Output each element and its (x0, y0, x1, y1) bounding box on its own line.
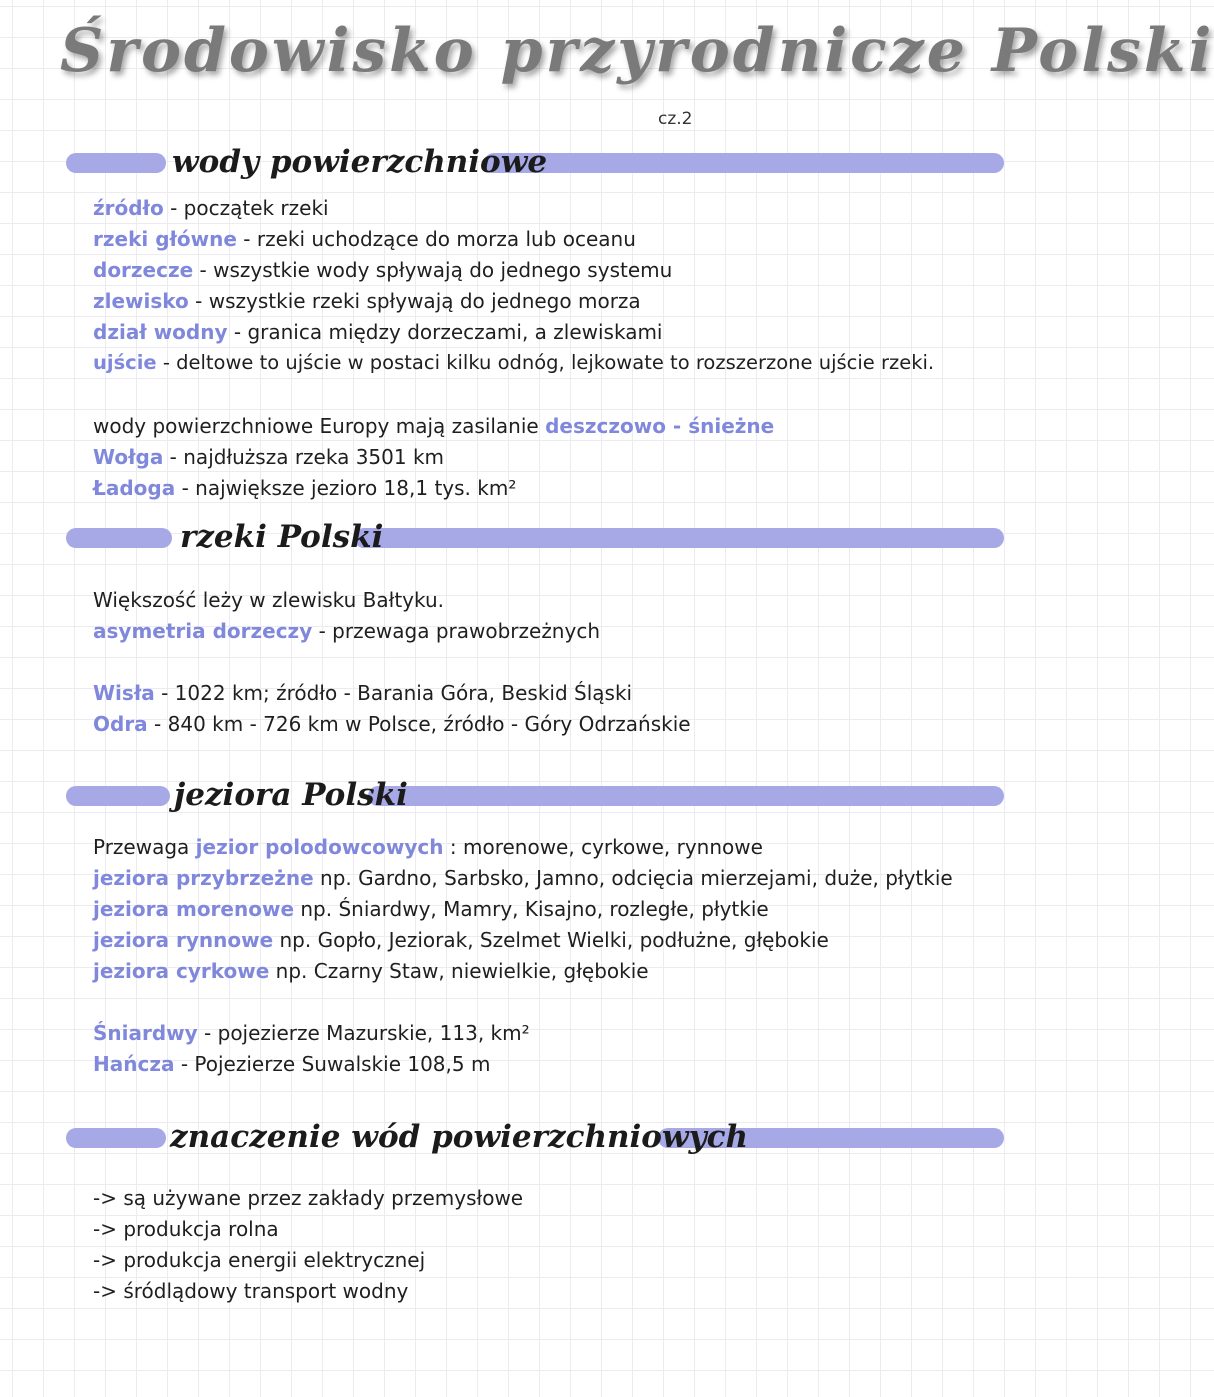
lake-record-text: - Pojezierze Suwalskie 108,5 m (174, 1052, 491, 1076)
section-heading-znaczenie: znaczenie wód powierzchniowych (170, 1119, 749, 1155)
river-text: - 840 km - 726 km w Polsce, źródło - Góry Odrzańskie (147, 712, 691, 736)
asymmetry-line (93, 616, 600, 646)
river-term: Wisła (93, 681, 155, 705)
definition-text: - rzeki uchodzące do morza lub oceanu (236, 227, 636, 251)
section-heading-wody: wody powierzchniowe (172, 144, 548, 180)
predominance-after: : morenowe, cyrkowe, rynnowe (443, 835, 763, 859)
europe-line (93, 411, 774, 441)
record-term: Ładoga (93, 476, 176, 500)
list-item: -> śródlądowy transport wodny (93, 1279, 409, 1303)
heading-bar-left (66, 1128, 166, 1148)
record-line (93, 442, 444, 472)
lake-type-term: jeziora morenowe (93, 897, 295, 921)
definition-text: - początek rzeki (163, 196, 329, 220)
lake-record-term: Śniardwy (93, 1021, 198, 1045)
list-item: -> produkcja rolna (93, 1217, 279, 1241)
definition-line (93, 224, 636, 254)
definition-term: źródło (93, 196, 164, 220)
heading-bar-left (66, 153, 166, 173)
definition-line (93, 255, 672, 285)
asymmetry-term: asymetria dorzeczy (93, 619, 313, 643)
lake-type-line (93, 894, 769, 924)
intro-line: Większość leży w zlewisku Bałtyku. (93, 588, 445, 612)
definition-text: - deltowe to ujście w postaci kilku odnóg, lejkowate to rozszerzone ujście rzeki. (156, 351, 935, 374)
lake-type-term: jeziora rynnowe (93, 928, 274, 952)
page-title: Środowisko przyrodnicze Polski (60, 16, 1214, 86)
heading-bar-left (66, 528, 172, 548)
river-line (93, 678, 632, 708)
definition-text: - granica między dorzeczami, a zlewiskami (227, 320, 663, 344)
lake-record-line (93, 1018, 530, 1048)
definition-text: - wszystkie rzeki spływają do jednego morza (188, 289, 641, 313)
lake-type-text: np. Gardno, Sarbsko, Jamno, odcięcia mierzejami, duże, płytkie (313, 866, 953, 890)
lake-type-text: np. Śniardwy, Mamry, Kisajno, rozległe, płytkie (294, 897, 769, 921)
definition-text: - wszystkie wody spływają do jednego systemu (193, 258, 673, 282)
lake-type-term: jeziora przybrzeżne (93, 866, 314, 890)
asymmetry-text: - przewaga prawobrzeżnych (312, 619, 600, 643)
europe-text: wody powierzchniowe Europy mają zasilanie (93, 414, 546, 438)
river-line (93, 709, 691, 739)
lake-type-term: jeziora cyrkowe (93, 959, 270, 983)
record-line (93, 473, 516, 503)
definition-term: ujście (93, 351, 157, 374)
record-text: - największe jezioro 18,1 tys. km² (175, 476, 517, 500)
lake-record-text: - pojezierze Mazurskie, 113, km² (197, 1021, 530, 1045)
lake-type-text: np. Czarny Staw, niewielkie, głębokie (269, 959, 649, 983)
heading-bar-right (484, 153, 1004, 173)
river-text: - 1022 km; źródło - Barania Góra, Beskid Śląski (154, 681, 633, 705)
definition-line (93, 286, 641, 316)
river-term: Odra (93, 712, 148, 736)
europe-term: deszczowo - śnieżne (545, 414, 775, 438)
list-item: -> produkcja energii elektrycznej (93, 1248, 426, 1272)
lake-type-line (93, 863, 953, 893)
lake-type-line (93, 925, 829, 955)
definition-term: dorzecze (93, 258, 194, 282)
record-term: Wołga (93, 445, 164, 469)
heading-bar-right (354, 528, 1004, 548)
page-subtitle: cz.2 (658, 109, 693, 129)
lake-type-text: np. Gopło, Jeziorak, Szelmet Wielki, podłużne, głębokie (273, 928, 829, 952)
section-heading-rzeki: rzeki Polski (180, 519, 384, 555)
definition-line (93, 348, 934, 378)
lake-record-term: Hańcza (93, 1052, 175, 1076)
heading-bar-left (66, 786, 170, 806)
lake-record-line (93, 1049, 490, 1079)
definition-term: rzeki główne (93, 227, 237, 251)
definition-line (93, 317, 663, 347)
definition-line (93, 193, 329, 223)
predominance-before: Przewaga (93, 835, 196, 859)
section-heading-jeziora: jeziora Polski (174, 777, 408, 813)
definition-term: dział wodny (93, 320, 228, 344)
record-text: - najdłuższa rzeka 3501 km (163, 445, 445, 469)
predominance-term: jezior polodowcowych (195, 835, 444, 859)
definition-term: zlewisko (93, 289, 189, 313)
heading-bar-right (368, 786, 1004, 806)
lake-type-line (93, 956, 649, 986)
list-item: -> są używane przez zakłady przemysłowe (93, 1186, 524, 1210)
predominance-line (93, 832, 763, 862)
